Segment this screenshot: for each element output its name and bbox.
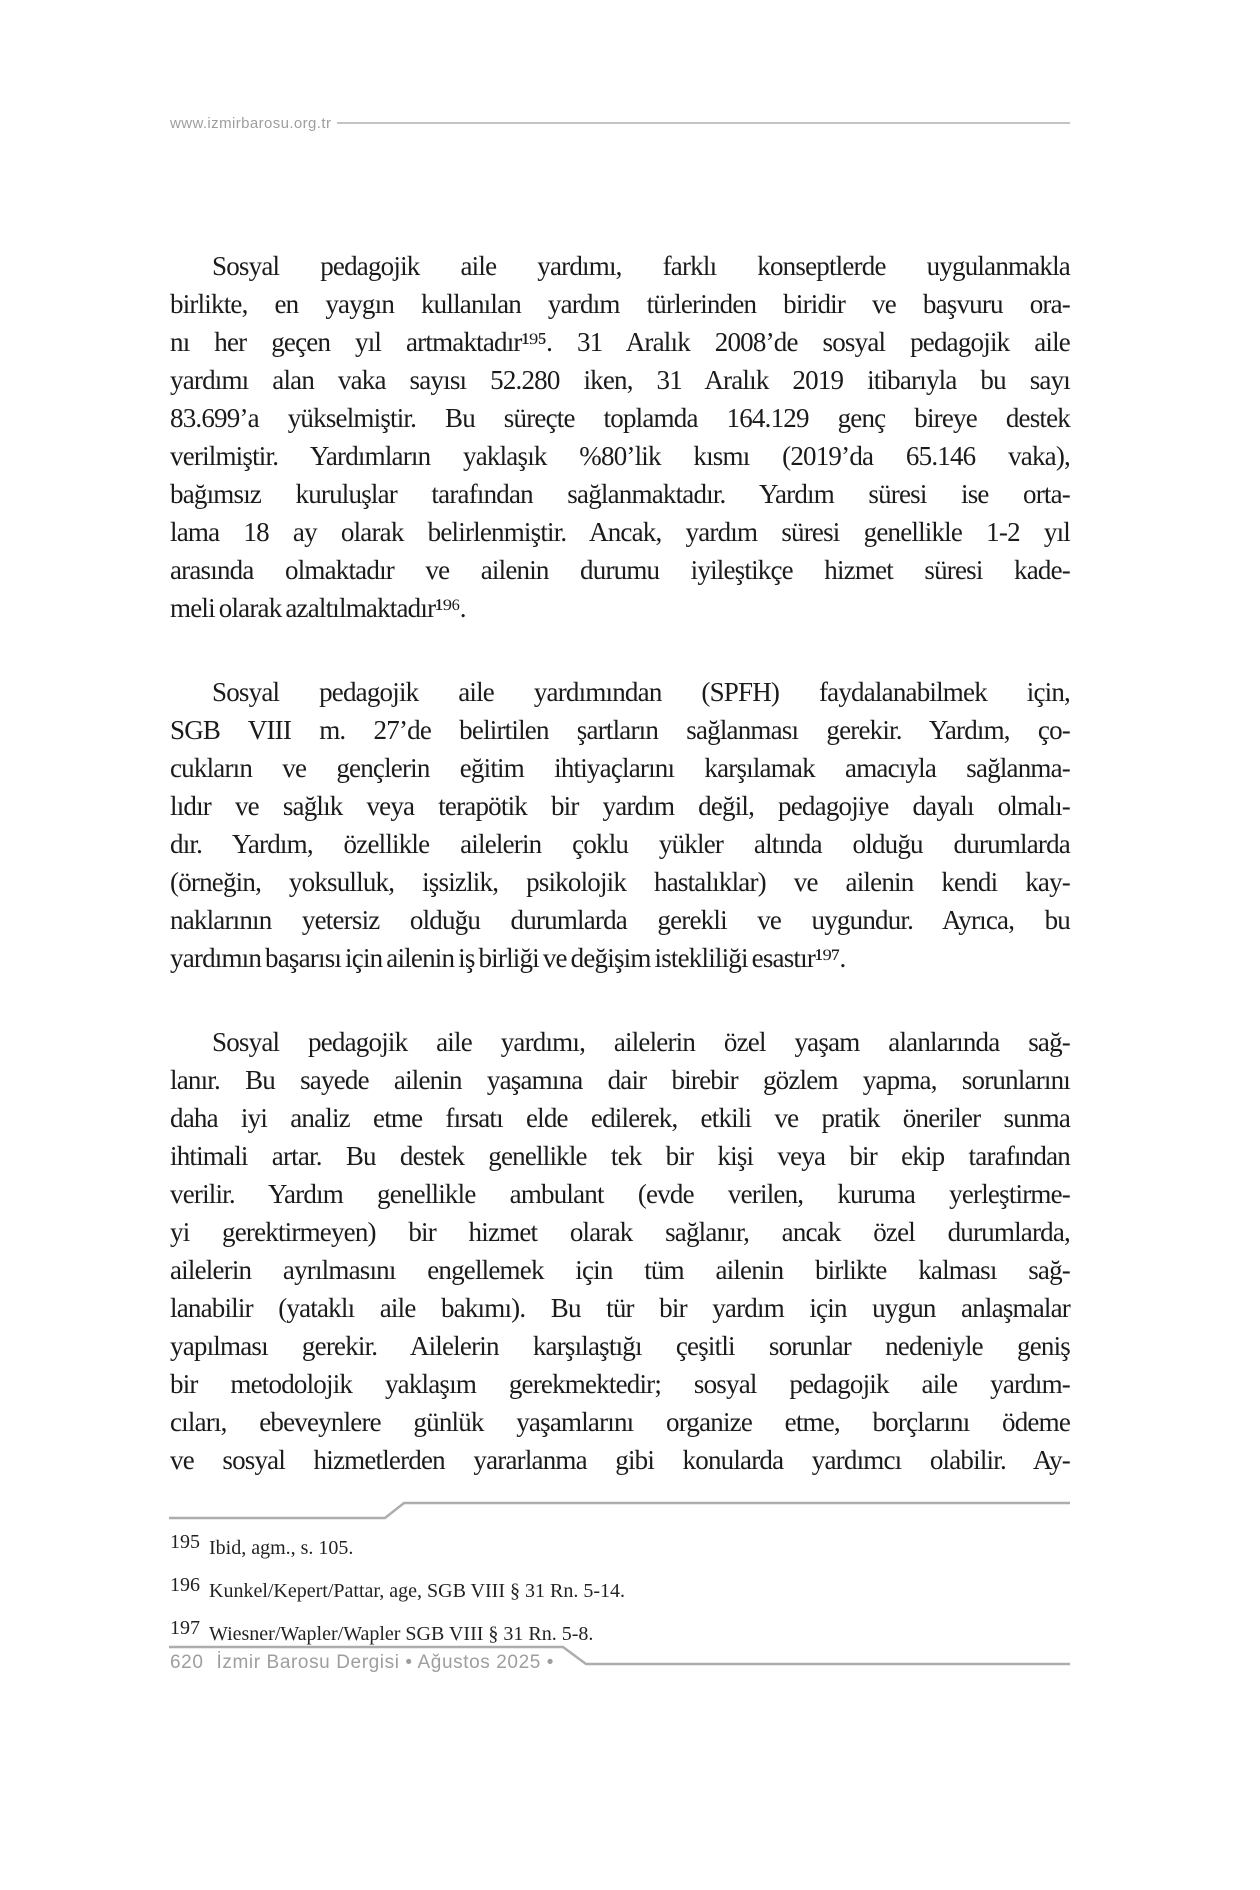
body-text-line: verilmiştir. Yardımların yaklaşık %80’lik kısmı (2019’da 65.146 vaka), — [170, 441, 1070, 471]
footnote-text: Wiesner/Wapler/Wapler SGB VIII § 31 Rn. 5-8. — [209, 1623, 594, 1645]
paragraph — [170, 247, 1070, 627]
body-text-line: lıdır ve sağlık veya terapötik bir yardım değil, pedagojiye dayalı olmalı- — [170, 791, 1070, 821]
body-text-line: bağımsız kuruluşlar tarafından sağlanmaktadır. Yardım süresi ise orta- — [170, 479, 1070, 509]
body-text-line: naklarının yetersiz olduğu durumlarda gerekli ve uygundur. Ayrıca, bu — [170, 905, 1070, 935]
paragraph — [170, 673, 1070, 977]
header-rule — [337, 122, 1070, 124]
body-text-line: birlikte, en yaygın kullanılan yardım türlerinden biridir ve başvuru ora- — [170, 289, 1070, 319]
body-text-line: cıları, ebeveynlere günlük yaşamlarını organize etme, borçlarını ödeme — [170, 1407, 1070, 1437]
body-text-line: yardımı alan vaka sayısı 52.280 iken, 31 Aralık 2019 itibarıyla bu sayı — [170, 365, 1070, 395]
body-text — [170, 247, 1070, 1479]
paragraph — [170, 1023, 1070, 1479]
header-url: www.izmirbarosu.org.tr — [170, 114, 332, 132]
page-footer — [170, 1652, 554, 1674]
body-text-line: nı her geçen yıl artmaktadır¹⁹⁵. 31 Aralık 2008’de sosyal pedagojik aile — [170, 327, 1070, 357]
footnote-separator — [168, 1500, 1070, 1522]
body-text-line: verilir. Yardım genellikle ambulant (evde verilen, kuruma yerleştirme- — [170, 1179, 1070, 1209]
body-text-line: dır. Yardım, özellikle ailelerin çoklu yükler altında olduğu durumlarda — [170, 829, 1070, 859]
footnote-text: Kunkel/Kepert/Pattar, age, SGB VIII § 31 Rn. 5-14. — [209, 1580, 625, 1602]
body-text-line: ve sosyal hizmetlerden yararlanma gibi konularda yardımcı olabilir. Ay- — [170, 1445, 1070, 1475]
footnote — [170, 1531, 1070, 1559]
body-text-line: ailelerin ayrılmasını engellemek için tüm ailenin birlikte kalması sağ- — [170, 1255, 1070, 1285]
body-text-line: SGB VIII m. 27’de belirtilen şartların sağlanması gerekir. Yardım, ço- — [170, 715, 1070, 745]
footnote-text: Ibid, agm., s. 105. — [209, 1537, 354, 1559]
footer-page-number: 620 — [170, 1652, 204, 1673]
body-text-line: yardımın başarısı için ailenin iş birliği ve değişim istekliliği esastır¹⁹⁷. — [170, 943, 846, 973]
body-text-line: daha iyi analiz etme fırsatı elde edilerek, etkili ve pratik öneriler sunma — [170, 1103, 1070, 1133]
body-text-line: cukların ve gençlerin eğitim ihtiyaçlarını karşılamak amacıyla sağlanma- — [170, 753, 1070, 783]
footer-journal-text: İzmir Barosu Dergisi • Ağustos 2025 • — [216, 1652, 555, 1673]
body-text-line: Sosyal pedagojik aile yardımından (SPFH) faydalanabilmek için, — [212, 677, 1070, 707]
body-text-line: Sosyal pedagojik aile yardımı, ailelerin özel yaşam alanlarında sağ- — [212, 1027, 1070, 1057]
body-text-line: lama 18 ay olarak belirlenmiştir. Ancak, yardım süresi genellikle 1-2 yıl — [170, 517, 1070, 547]
footnote-number: 196 — [170, 1574, 200, 1596]
body-text-line: yapılması gerekir. Ailelerin karşılaştığı çeşitli sorunlar nedeniyle geniş — [170, 1331, 1070, 1361]
body-text-line: meli olarak azaltılmaktadır¹⁹⁶. — [170, 593, 466, 623]
body-text-line: arasında olmaktadır ve ailenin durumu iyileştikçe hizmet süresi kade- — [170, 555, 1070, 585]
page-header — [170, 108, 1070, 138]
footnote-number: 197 — [170, 1617, 200, 1639]
body-text-line: lanır. Bu sayede ailenin yaşamına dair birebir gözlem yapma, sorunlarını — [170, 1065, 1070, 1095]
body-text-line: yi gerektirmeyen) bir hizmet olarak sağlanır, ancak özel durumlarda, — [170, 1217, 1070, 1247]
body-text-line: 83.699’a yükselmiştir. Bu süreçte toplamda 164.129 genç bireye destek — [170, 403, 1070, 433]
footnote — [170, 1574, 1070, 1602]
body-text-line: lanabilir (yataklı aile bakımı). Bu tür bir yardım için uygun anlaşmalar — [170, 1293, 1070, 1323]
body-text-line: bir metodolojik yaklaşım gerekmektedir; sosyal pedagojik aile yardım- — [170, 1369, 1070, 1399]
body-text-line: (örneğin, yoksulluk, işsizlik, psikolojik hastalıklar) ve ailenin kendi kay- — [170, 867, 1070, 897]
footnote — [170, 1617, 1070, 1645]
footnote-number: 195 — [170, 1531, 200, 1553]
body-text-line: Sosyal pedagojik aile yardımı, farklı konseptlerde uygulanmakla — [212, 251, 1070, 281]
body-text-line: ihtimali artar. Bu destek genellikle tek bir kişi veya bir ekip tarafından — [170, 1141, 1070, 1171]
